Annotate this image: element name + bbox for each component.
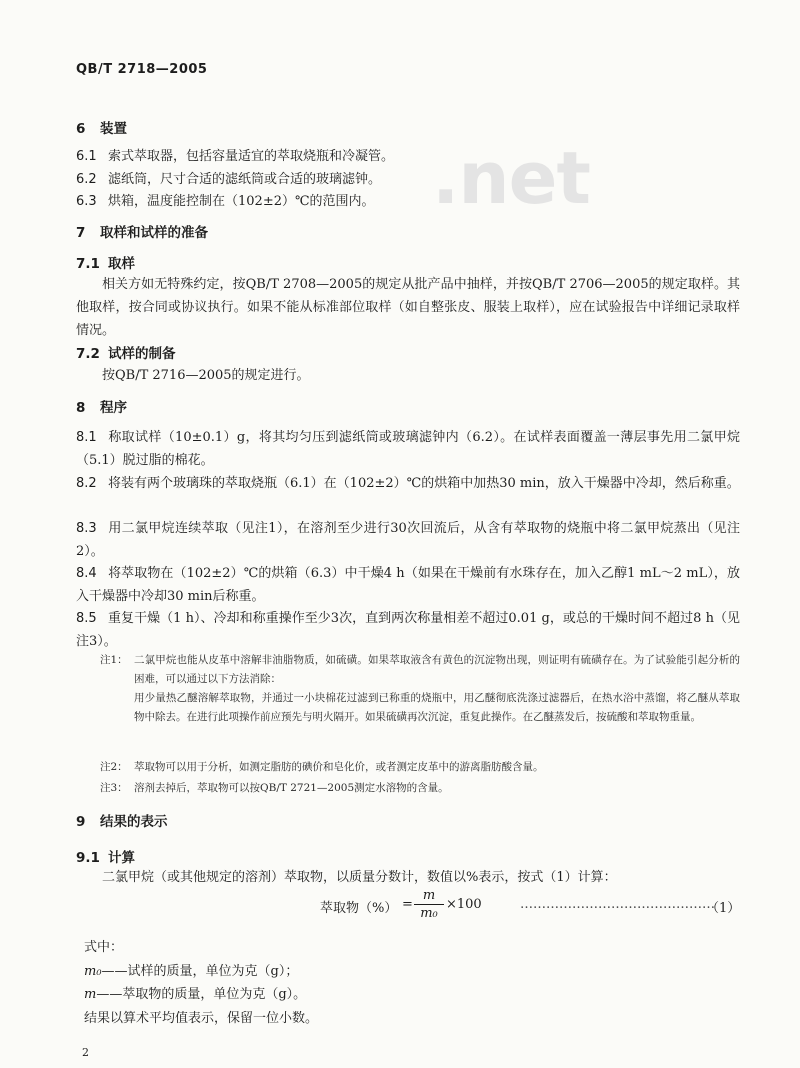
fraction-bar (414, 904, 444, 905)
variable-definitions (84, 936, 318, 1030)
section-6-heading: 6 装置 (76, 121, 127, 137)
formula-times: ×100 (446, 897, 482, 912)
where-label: 式中： (84, 940, 124, 955)
clause-6-3: 6.3 烘箱，温度能控制在（102±2）℃的范围内。 (76, 194, 375, 209)
clause-8-4: 8.4 将萃取物在（102±2）℃的烘箱（6.3）中干燥4 h（如果在干燥前有水珠存在，加入乙醇1 mL～2 mL），放入干燥器中冷却30 min后称重。 (76, 566, 740, 604)
formula-leader-dots: ……………………………………… (520, 897, 715, 912)
formula-fraction (414, 888, 444, 921)
section-7-1-heading: 7.1 取样 (76, 256, 135, 272)
clause-8-3: 8.3 用二氯甲烷连续萃取（见注1），在溶剂至少进行30次回流后，从含有萃取物的烧瓶中将二氯甲烷蒸出（见注2）。 (76, 521, 740, 559)
note-3: 注3： 溶剂去掉后，萃取物可以按QB/T 2721—2005测定水溶物的含量。 (100, 782, 449, 794)
clause-6-1: 6.1 索式萃取器，包括容量适宜的萃取烧瓶和冷凝管。 (76, 149, 395, 164)
formula-1 (320, 888, 740, 924)
formula-denominator: m₀ (420, 906, 438, 921)
calculation-paragraph: 二氯甲烷（或其他规定的溶剂）萃取物，以质量分数计，数值以%表示，按式（1）计算： (102, 870, 617, 885)
watermark: .net (432, 136, 590, 220)
clause-8-5: 8.5 重复干燥（1 h）、冷却和称重操作至少3次，直到两次称量相差不超过0.01 g，或总的干燥时间不超过8 h（见注3）。 (76, 611, 740, 649)
formula-equals: = (402, 897, 413, 912)
note-1: 注1： 二氯甲烷也能从皮革中溶解非油脂物质，如硫磺。如果萃取液含有黄色的沉淀物出现，则证明有硫磺存在。为了试验能引起分析的困难，可以通过以下方法消除： 用少量热乙醚溶解萃取物，并通过一小块棉花过滤到已称重的烧瓶中，用乙醚彻底洗涤过滤器后，在热水浴中蒸馏，将乙醚从萃取物中除去。在进行此项操作前应预先与明火隔开。如果硫磺再次沉淀，重复此操作。在乙醚蒸发后，按硫酸和萃取物重量。 (100, 654, 740, 723)
definition-m0: m₀——试样的质量，单位为克（g）； (84, 963, 299, 979)
section-9-heading: 9 结果的表示 (76, 814, 168, 830)
definition-m: m——萃取物的质量，单位为克（g）。 (84, 987, 307, 1002)
formula-lhs: 萃取物（%） (320, 901, 398, 916)
section-9-1-heading: 9.1 计算 (76, 850, 135, 866)
clause-8-2: 8.2 将装有两个玻璃珠的萃取烧瓶（6.1）在（102±2）℃的烘箱中加热30 min，放入干燥器中冷却，然后称重。 (76, 476, 740, 491)
result-statement: 结果以算术平均值表示，保留一位小数。 (84, 1010, 319, 1026)
standard-header: QB/T 2718—2005 (76, 62, 208, 77)
specimen-prep-paragraph: 按QB/T 2716—2005的规定进行。 (102, 368, 310, 383)
page-number: 2 (82, 1046, 89, 1059)
clause-6-2: 6.2 滤纸筒，尺寸合适的滤纸筒或合适的玻璃滤钟。 (76, 172, 382, 187)
note-2: 注2： 萃取物可以用于分析，如测定脂肪的碘价和皂化价，或者测定皮革中的游离脂肪酸含量。 (100, 761, 544, 773)
formula-numerator: m (422, 888, 436, 903)
clause-8-1: 8.1 称取试样（10±0.1）g，将其均匀压到滤纸筒或玻璃滤钟内（6.2）。在试样表面覆盖一薄层事先用二氯甲烷（5.1）脱过脂的棉花。 (76, 430, 740, 468)
sampling-paragraph: 相关方如无特殊约定，按QB/T 2708—2005的规定从批产品中抽样，并按QB/T 2706—2005的规定取样。其他取样，按合同或协议执行。如果不能从标准部位取样（如自整张皮、服装上取样），应在试验报告中详细记录取样情况。 (76, 277, 740, 338)
section-7-heading: 7 取样和试样的准备 (76, 225, 208, 241)
section-7-2-heading: 7.2 试样的制备 (76, 346, 176, 362)
formula-number: （1） (706, 901, 741, 916)
section-8-heading: 8 程序 (76, 400, 127, 416)
